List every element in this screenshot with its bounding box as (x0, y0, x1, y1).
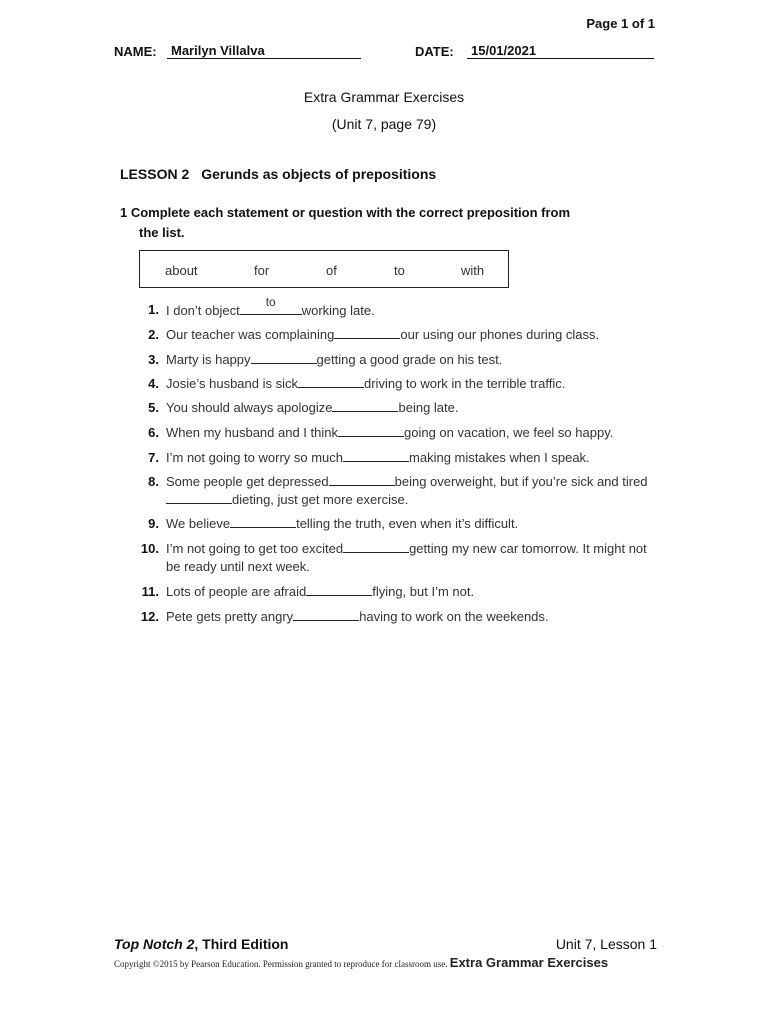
lesson-heading (120, 166, 436, 182)
item-text: Josie’s husband is sick (166, 376, 298, 391)
word-list-item: for (254, 263, 270, 278)
item-number: 8. (148, 474, 159, 489)
item-text: flying, but I’m not. (372, 584, 475, 599)
word-list-item: of (326, 263, 337, 278)
item-text: getting my new car tomorrow. It might not be ready until next week. (166, 541, 647, 574)
answer-text: to (265, 295, 276, 309)
item-text: driving to work in the terrible traffic. (364, 376, 566, 391)
unit-label: Unit 7, Lesson (555, 936, 646, 952)
footer-book (114, 936, 288, 952)
answer-blank[interactable] (251, 351, 317, 364)
answer-blank[interactable] (338, 424, 404, 437)
answer-blank[interactable] (293, 608, 359, 621)
item-number: 7. (148, 450, 159, 465)
footer-copyright (114, 955, 608, 970)
item-text: dieting, just get more exercise. (232, 492, 409, 507)
date-label: DATE: (415, 44, 454, 59)
footer-section: Extra Grammar Exercises (449, 955, 609, 970)
item-number: 11. (141, 584, 159, 599)
answer-blank[interactable] (240, 295, 302, 315)
instruction-line-2: the list. (139, 225, 185, 240)
name-field[interactable]: Marilyn Villalva (167, 43, 361, 59)
item-text: I’m not going to worry so much (166, 450, 344, 465)
item-number: 4. (148, 376, 159, 391)
item-text: Pete gets pretty angry (166, 609, 294, 624)
item-text: I’m not going to get too excited (166, 541, 344, 556)
lesson-number: 1 (649, 936, 657, 952)
instruction-line-1: 1 Complete each statement or question with the correct preposition from (120, 205, 571, 220)
answer-blank[interactable] (329, 473, 395, 486)
word-list-item: about (165, 263, 198, 278)
lesson-topic: Gerunds as objects of prepositions (201, 166, 437, 182)
document-subtitle: (Unit 7, page 79) (331, 116, 437, 132)
answer-blank[interactable] (230, 515, 296, 528)
answer-blank[interactable] (343, 540, 409, 553)
document-title: Extra Grammar Exercises (303, 89, 465, 105)
item-text: When my husband and I think (166, 425, 338, 440)
answer-blank[interactable] (166, 491, 232, 504)
book-title: Top Notch 2 (114, 936, 195, 952)
item-text: Our teacher was complaining (166, 327, 335, 342)
answer-blank[interactable] (334, 326, 400, 339)
word-list-box (139, 250, 509, 288)
date-field[interactable]: 15/01/2021 (467, 43, 654, 59)
answer-blank[interactable] (306, 583, 372, 596)
footer-unit (450, 936, 657, 952)
page-number: Page 1 of 1 (586, 16, 655, 31)
item-text: being overweight, but if you’re sick and tired (394, 474, 648, 489)
item-text: going on vacation, we feel so happy. (404, 425, 614, 440)
item-text: our using our phones during class. (400, 327, 600, 342)
item-text: Lots of people are afraid (166, 584, 307, 599)
item-number: 1. (148, 302, 159, 317)
book-edition: , Third Edition (194, 936, 289, 952)
item-text: working late. (301, 303, 375, 318)
item-number: 6. (148, 425, 159, 440)
word-list-item: to (394, 263, 405, 278)
item-number: 12. (140, 609, 159, 624)
item-text: You should always apologize (166, 400, 333, 415)
item-number: 5. (148, 400, 159, 415)
answer-blank[interactable] (343, 449, 409, 462)
item-number: 2. (148, 327, 159, 342)
name-label: NAME: (114, 44, 157, 59)
item-text: telling the truth, even when it’s difficult. (296, 516, 519, 531)
item-number: 9. (148, 516, 159, 531)
answer-blank[interactable] (332, 399, 398, 412)
lesson-label: LESSON 2 (120, 166, 190, 182)
item-text: being late. (398, 400, 459, 415)
answer-blank[interactable] (298, 375, 364, 388)
item-text: Marty is happy (166, 352, 251, 367)
item-text: making mistakes when I speak. (409, 450, 590, 465)
item-text: getting a good grade on his test. (316, 352, 503, 367)
item-text: Some people get depressed (166, 474, 329, 489)
exercise-instruction (120, 203, 620, 243)
word-list-item: with (461, 263, 485, 278)
item-text: We believe (166, 516, 231, 531)
item-number: 3. (148, 352, 159, 367)
item-text: I don’t object (166, 303, 240, 318)
item-number: 10. (140, 541, 159, 556)
copyright-text: Copyright ©2015 by Pearson Education. Permission granted to reproduce for classroom use. (114, 959, 448, 969)
item-text: having to work on the weekends. (359, 609, 549, 624)
